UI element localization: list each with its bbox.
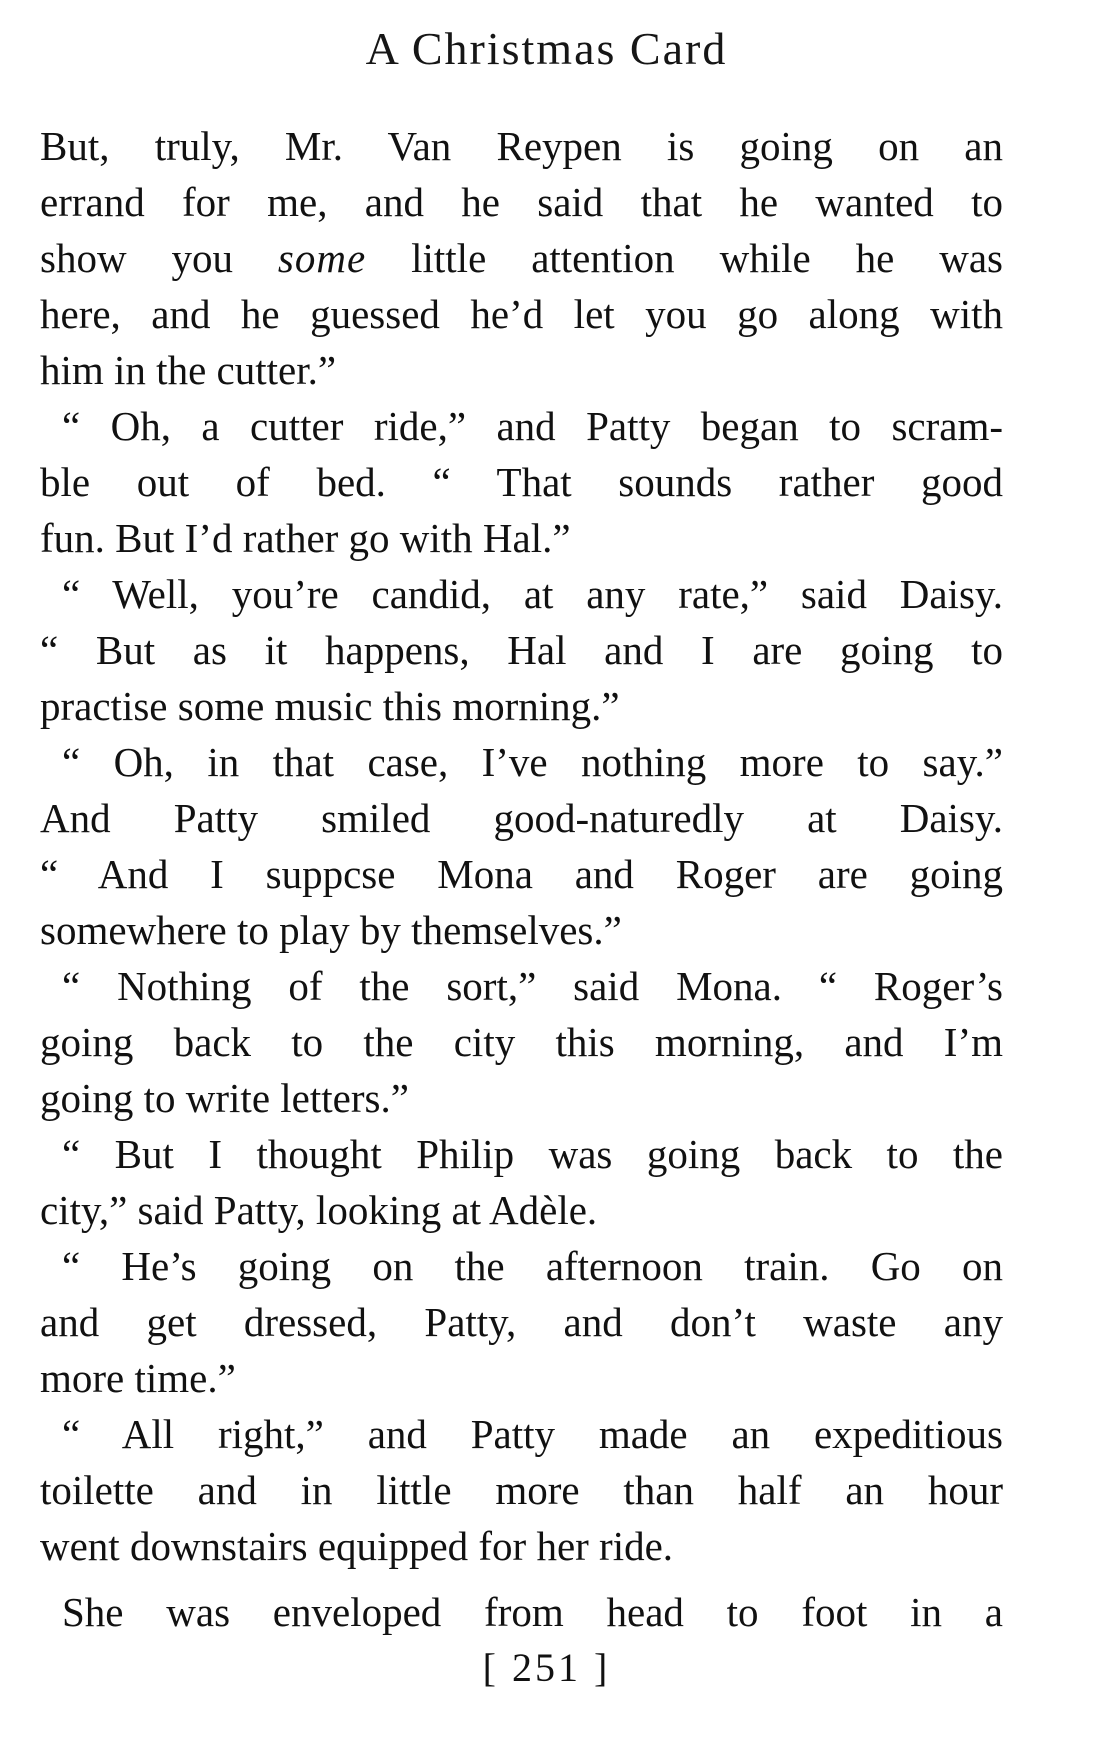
text-line: “ But as it happens, Hal and I are going to [40, 627, 1003, 673]
text-line: But, truly, Mr. Van Reypen is going on an [40, 123, 1003, 169]
text-line: “ And I suppcse Mona and Roger are going [40, 851, 1003, 897]
text-line [40, 230, 1003, 286]
text-line: fun. But I’d rather go with Hal.” [40, 515, 571, 561]
text-line: She was enveloped from head to foot in a [62, 1589, 1003, 1635]
text-line: him in the cutter.” [40, 347, 337, 393]
text-line: going to write letters.” [40, 1075, 409, 1121]
text-line: errand for me, and he said that he wanted to [40, 179, 1003, 225]
text-line: And Patty smiled good-naturedly at Daisy. [40, 795, 1003, 841]
text-line: “ All right,” and Patty made an expeditious [62, 1411, 1003, 1457]
text-line: practise some music this morning.” [40, 683, 620, 729]
text-line: “ Oh, a cutter ride,” and Patty began to scram- [62, 403, 1003, 449]
text-line: “ But I thought Philip was going back to the [62, 1131, 1003, 1177]
text-line: “ Oh, in that case, I’ve nothing more to say.” [62, 739, 1003, 785]
text-segment: little attention while he was [366, 235, 1003, 281]
text-line: city,” said Patty, looking at Adèle. [40, 1187, 598, 1233]
text-line: somewhere to play by themselves.” [40, 907, 622, 953]
body-text [40, 118, 1003, 1640]
text-line: going back to the city this morning, and I’m [40, 1019, 1003, 1065]
text-line: more time.” [40, 1355, 236, 1401]
page-number: [ 251 ] [482, 1645, 611, 1690]
text-line: “ Well, you’re candid, at any rate,” said Daisy. [62, 571, 1003, 617]
text-line: “ He’s going on the afternoon train. Go on [62, 1243, 1003, 1289]
text-line: and get dressed, Patty, and don’t waste any [40, 1299, 1003, 1345]
text-line: went downstairs equipped for her ride. [40, 1523, 674, 1569]
running-head-title: A Christmas Card [365, 23, 728, 74]
text-segment: show you [40, 235, 278, 281]
text-line: “ Nothing of the sort,” said Mona. “ Roger’s [62, 963, 1003, 1009]
text-line: here, and he guessed he’d let you go along with [40, 291, 1003, 337]
text-line: toilette and in little more than half an hour [40, 1467, 1003, 1513]
italic-emphasis: some [277, 235, 367, 281]
text-line: ble out of bed. “ That sounds rather good [40, 459, 1003, 505]
